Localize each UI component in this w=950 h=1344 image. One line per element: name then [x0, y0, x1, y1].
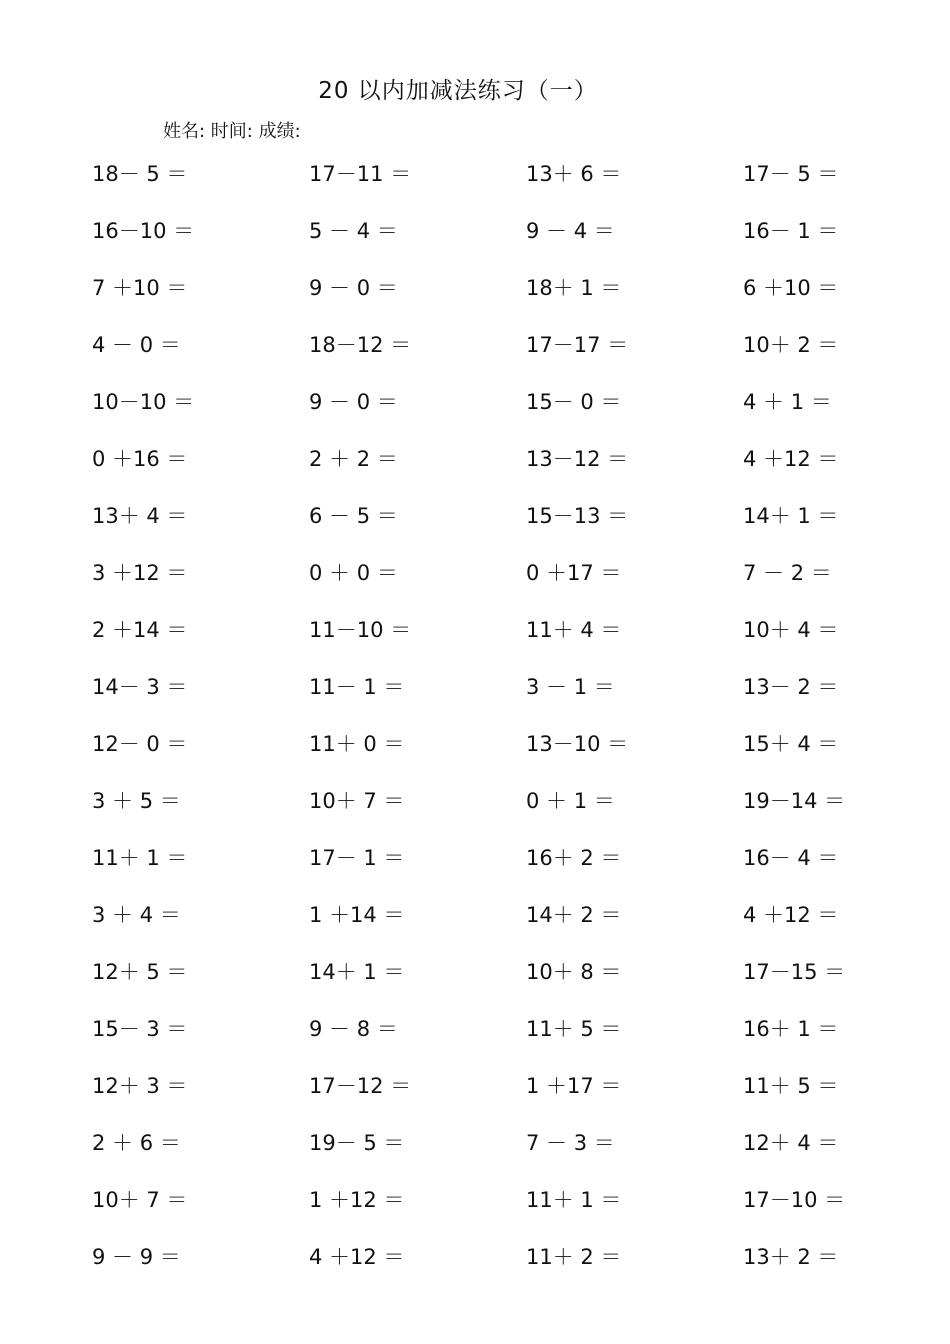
math-problem: 9 － 0 ＝ [309, 276, 398, 300]
page-title: 20 以内加减法练习（一） [318, 78, 598, 104]
math-problem: 16－ 1 ＝ [743, 219, 839, 243]
math-problem: 5 － 4 ＝ [309, 219, 398, 243]
math-problem: 13－ 2 ＝ [743, 675, 839, 699]
math-problem: 13＋ 2 ＝ [743, 1245, 839, 1269]
math-problem: 18－12 ＝ [309, 333, 412, 357]
math-problem: 7 ＋10 ＝ [92, 276, 188, 300]
math-problem: 16－10 ＝ [92, 219, 195, 243]
math-problem: 11＋ 0 ＝ [309, 732, 405, 756]
math-problem: 2 ＋ 6 ＝ [92, 1131, 181, 1155]
math-problem: 10＋ 8 ＝ [526, 960, 622, 984]
math-problem: 18－ 5 ＝ [92, 162, 188, 186]
math-problem: 17－11 ＝ [309, 162, 412, 186]
math-problem: 4 ＋12 ＝ [743, 903, 839, 927]
math-problem: 11＋ 5 ＝ [526, 1017, 622, 1041]
math-problem: 12＋ 5 ＝ [92, 960, 188, 984]
math-problem: 4 ＋ 1 ＝ [743, 390, 832, 414]
math-problem: 17－17 ＝ [526, 333, 629, 357]
math-problem: 12－ 0 ＝ [92, 732, 188, 756]
math-problem: 12＋ 4 ＝ [743, 1131, 839, 1155]
math-problem: 15＋ 4 ＝ [743, 732, 839, 756]
math-problem: 17－ 1 ＝ [309, 846, 405, 870]
math-problem: 18＋ 1 ＝ [526, 276, 622, 300]
math-problem: 9 － 9 ＝ [92, 1245, 181, 1269]
math-problem: 19－14 ＝ [743, 789, 846, 813]
math-problem: 11＋ 1 ＝ [92, 846, 188, 870]
math-problem: 11＋ 1 ＝ [526, 1188, 622, 1212]
math-problem: 3 ＋ 4 ＝ [92, 903, 181, 927]
math-problem: 13－12 ＝ [526, 447, 629, 471]
math-problem: 10＋ 4 ＝ [743, 618, 839, 642]
math-problem: 10＋ 2 ＝ [743, 333, 839, 357]
math-problem: 11－ 1 ＝ [309, 675, 405, 699]
math-problem: 7 － 3 ＝ [526, 1131, 615, 1155]
math-problem: 9 － 4 ＝ [526, 219, 615, 243]
math-problem: 4 ＋12 ＝ [309, 1245, 405, 1269]
math-problem: 1 ＋12 ＝ [309, 1188, 405, 1212]
math-problem: 14－ 3 ＝ [92, 675, 188, 699]
math-problem: 9 － 0 ＝ [309, 390, 398, 414]
math-problem: 1 ＋14 ＝ [309, 903, 405, 927]
math-problem: 16＋ 1 ＝ [743, 1017, 839, 1041]
math-problem: 16＋ 2 ＝ [526, 846, 622, 870]
math-problem: 13＋ 4 ＝ [92, 504, 188, 528]
math-problem: 12＋ 3 ＝ [92, 1074, 188, 1098]
math-problem: 6 － 5 ＝ [309, 504, 398, 528]
math-problem: 16－ 4 ＝ [743, 846, 839, 870]
student-info-line: 姓名: 时间: 成绩: [163, 121, 301, 142]
math-problem: 10－10 ＝ [92, 390, 195, 414]
math-problem: 0 ＋ 0 ＝ [309, 561, 398, 585]
math-problem: 19－ 5 ＝ [309, 1131, 405, 1155]
math-problem: 17－10 ＝ [743, 1188, 846, 1212]
math-problem: 0 ＋16 ＝ [92, 447, 188, 471]
math-problem: 2 ＋14 ＝ [92, 618, 188, 642]
math-problem: 3 － 1 ＝ [526, 675, 615, 699]
math-problem: 7 － 2 ＝ [743, 561, 832, 585]
math-problem: 4 ＋12 ＝ [743, 447, 839, 471]
math-problem: 11＋ 4 ＝ [526, 618, 622, 642]
math-problem: 15－13 ＝ [526, 504, 629, 528]
math-problem: 17－12 ＝ [309, 1074, 412, 1098]
math-problem: 3 ＋ 5 ＝ [92, 789, 181, 813]
math-problem: 13－10 ＝ [526, 732, 629, 756]
math-problem: 13＋ 6 ＝ [526, 162, 622, 186]
math-problem: 1 ＋17 ＝ [526, 1074, 622, 1098]
math-problem: 11＋ 2 ＝ [526, 1245, 622, 1269]
math-problem: 17－ 5 ＝ [743, 162, 839, 186]
math-problem: 10＋ 7 ＝ [309, 789, 405, 813]
math-problem: 14＋ 1 ＝ [743, 504, 839, 528]
math-problem: 0 ＋17 ＝ [526, 561, 622, 585]
math-problem: 11－10 ＝ [309, 618, 412, 642]
math-problem: 9 － 8 ＝ [309, 1017, 398, 1041]
math-problem: 15－ 3 ＝ [92, 1017, 188, 1041]
math-problem: 2 ＋ 2 ＝ [309, 447, 398, 471]
math-problem: 3 ＋12 ＝ [92, 561, 188, 585]
math-problem: 14＋ 1 ＝ [309, 960, 405, 984]
math-problem: 4 － 0 ＝ [92, 333, 181, 357]
problem-grid [92, 150, 950, 1290]
math-problem: 0 ＋ 1 ＝ [526, 789, 615, 813]
math-problem: 10＋ 7 ＝ [92, 1188, 188, 1212]
math-problem: 15－ 0 ＝ [526, 390, 622, 414]
math-problem: 14＋ 2 ＝ [526, 903, 622, 927]
math-problem: 11＋ 5 ＝ [743, 1074, 839, 1098]
math-problem: 6 ＋10 ＝ [743, 276, 839, 300]
math-problem: 17－15 ＝ [743, 960, 846, 984]
